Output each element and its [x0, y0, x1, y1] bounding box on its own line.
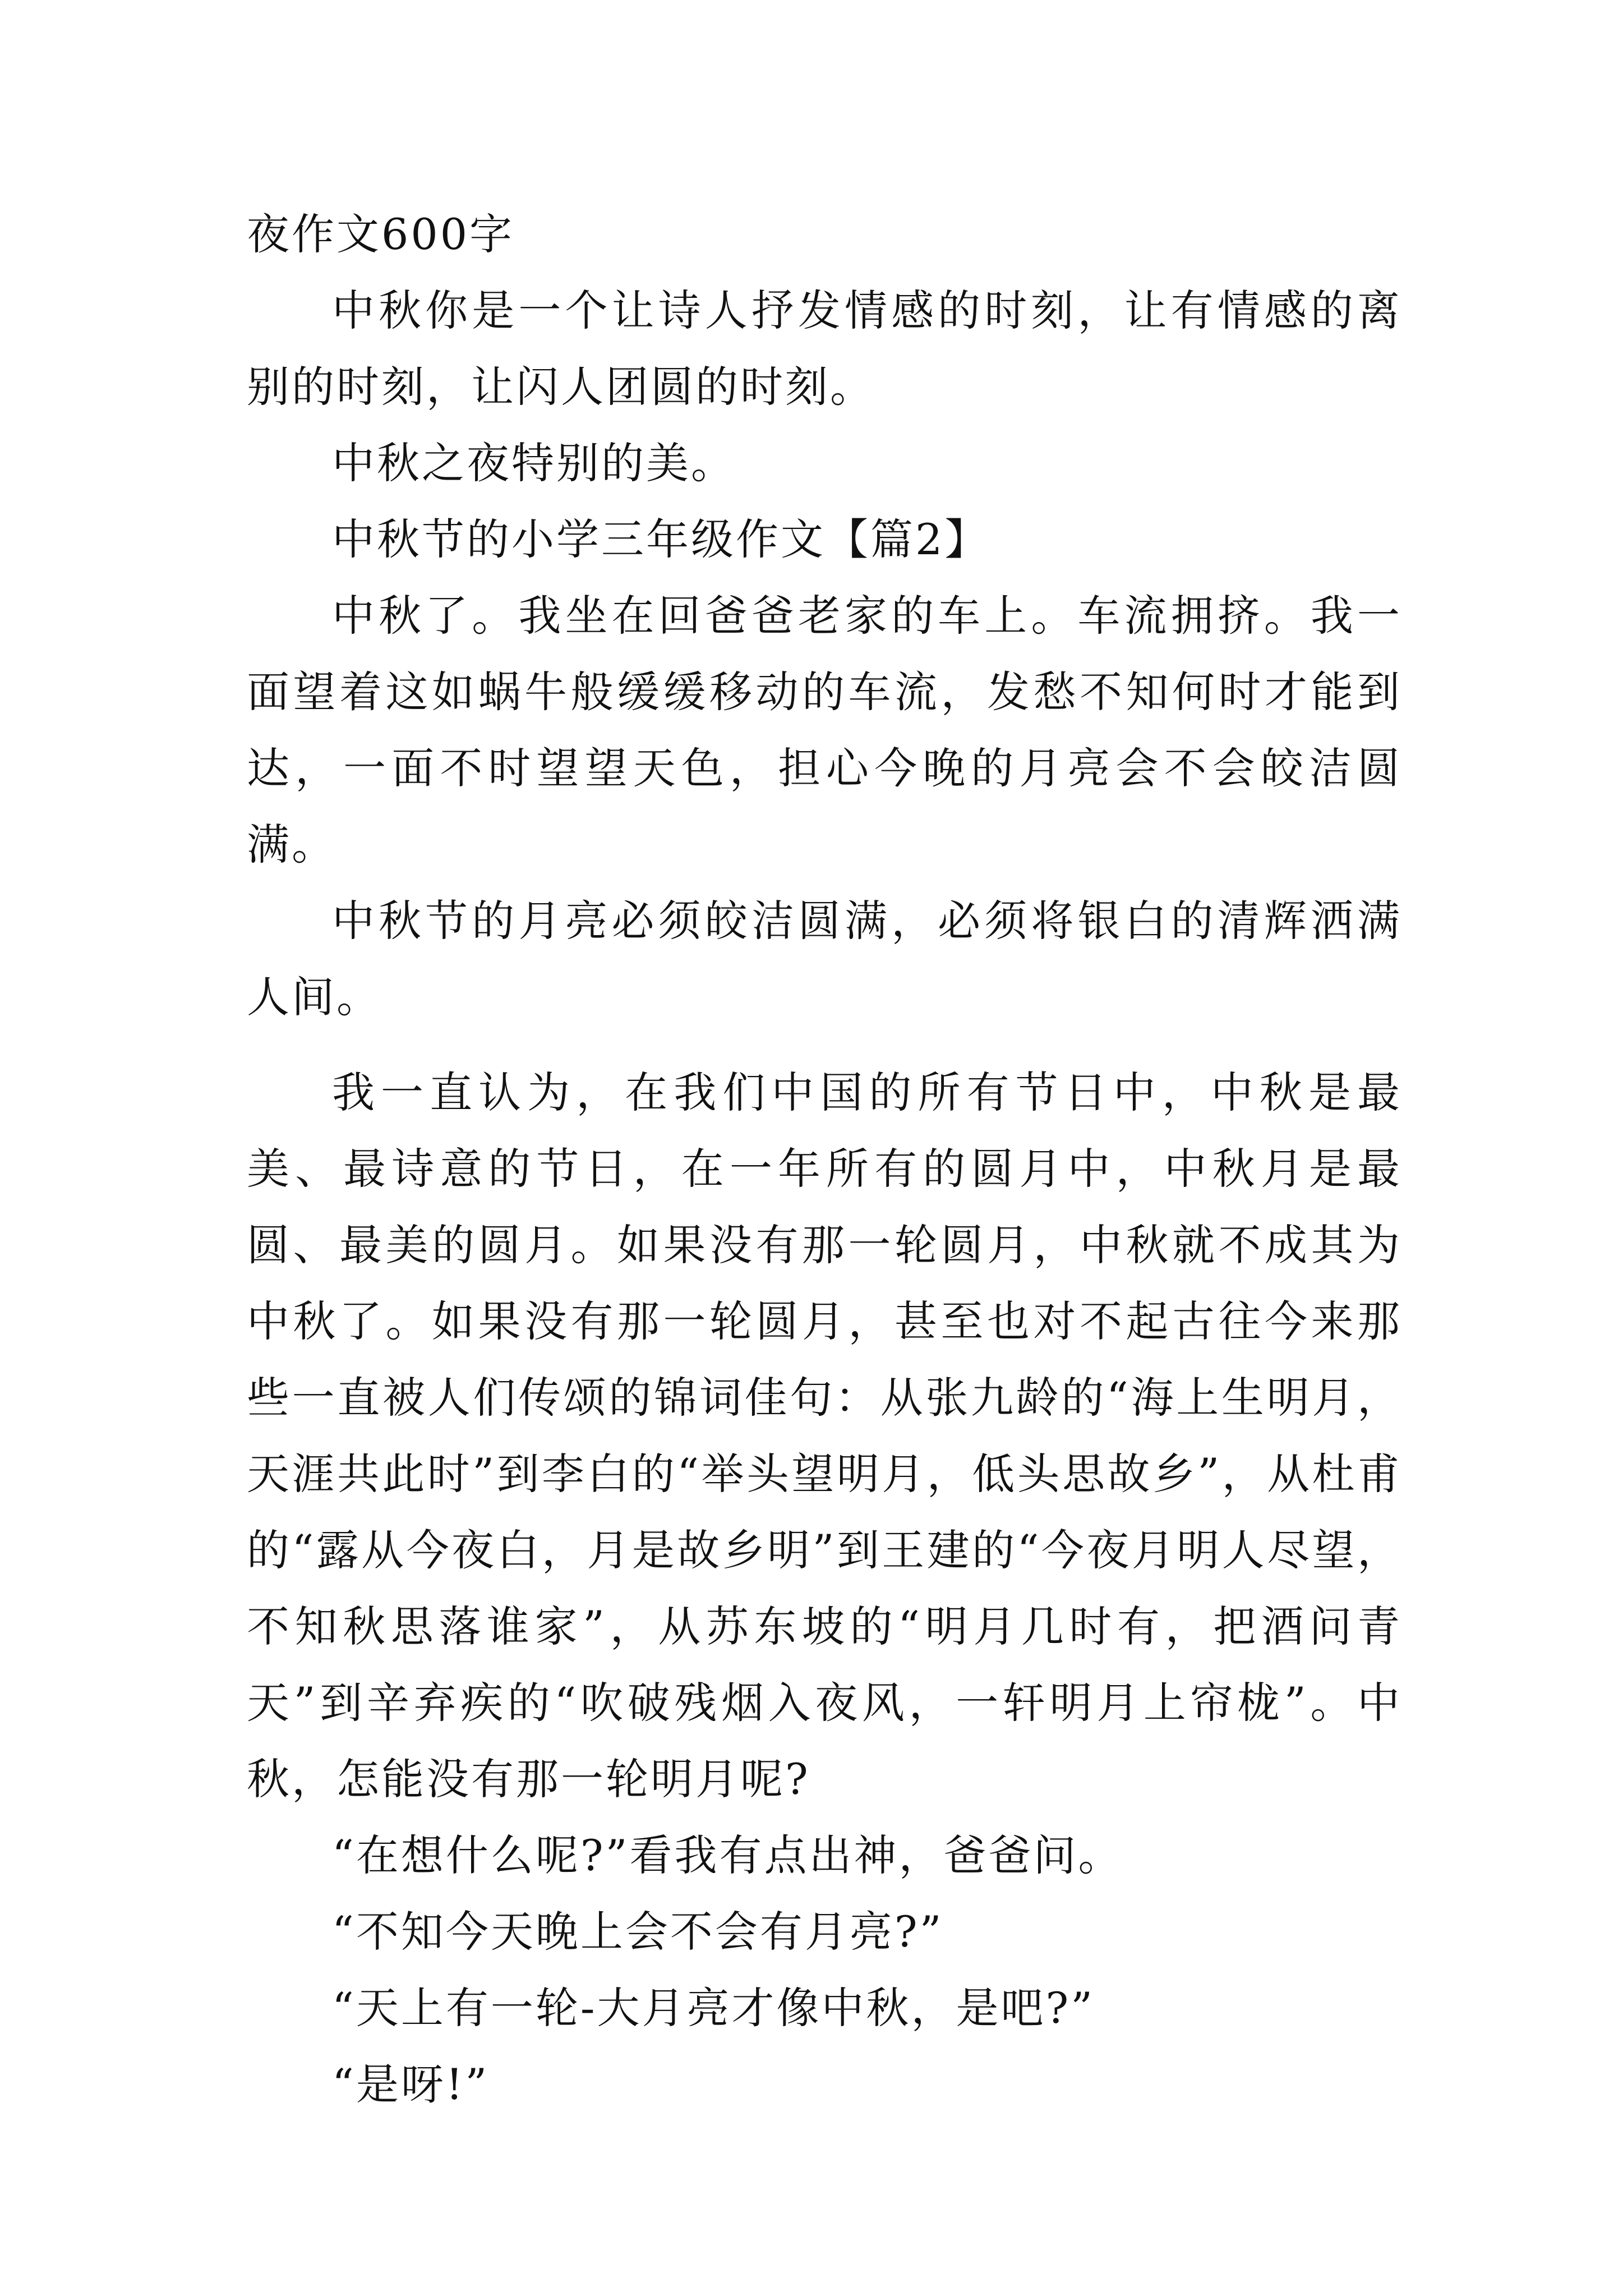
dialogue-line: “是呀!” [332, 2059, 490, 2109]
paragraph: 中秋你是一个让诗人抒发情感的时刻，让有情感的离别的时刻，让闪人团圆的时刻。 [247, 286, 1402, 412]
dialogue-line: “天上有一轮-大月亮才像中秋，是吧?” [332, 1983, 1095, 2033]
section-heading: 中秋节的小学三年级作文【篇2】 [332, 514, 990, 564]
dialogue-line: “不知今天晚上会不会有月亮?” [332, 1907, 944, 1957]
paragraph: 我一直认为，在我们中国的所有节日中，中秋是最美、最诗意的节日，在一年所有的圆月中，中秋月是最圆、最美的圆月。如果没有那一轮圆月，中秋就不成其为中秋了。如果没有那一轮圆月，甚至也对不起古往今来那些一直被人们传颂的锦词佳句：从张九龄的“海上生明月，天涯共此时”到李白的“举头望明月，低头思故乡”，从杜甫的“露从今夜白，月是故乡明”到王建的“今夜月明人尽望，不知秋思落谁家”，从苏东坡的“明月几时有，把酒问青天”到辛弃疾的“吹破残烟入夜风，一轩明月上帘栊”。中秋，怎能没有那一轮明月呢? [247, 1068, 1402, 1804]
dialogue-line: “在想什么呢?”看我有点出神，爸爸问。 [332, 1830, 1123, 1880]
paragraph: 中秋之夜特别的美。 [332, 438, 736, 488]
document-body [247, 196, 1402, 2123]
paragraph-title-fragment: 夜作文600字 [247, 209, 515, 259]
paragraph: 中秋节的月亮必须皎洁圆满，必须将银白的清辉洒满人间。 [247, 896, 1402, 1022]
paragraph: 中秋了。我坐在回爸爸老家的车上。车流拥挤。我一面望着这如蜗牛般缓缓移动的车流，发愁不知何时才能到达，一面不时望望天色，担心今晚的月亮会不会皎洁圆满。 [247, 591, 1402, 869]
